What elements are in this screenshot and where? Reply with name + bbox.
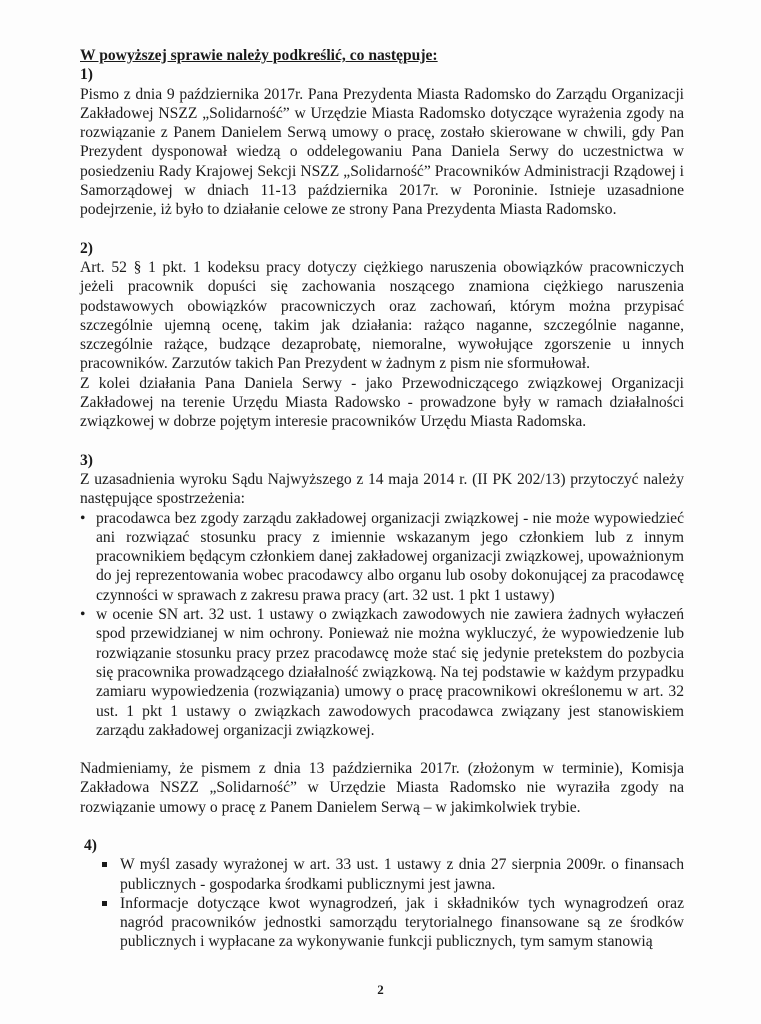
section-4 [80, 836, 684, 952]
page-number: 2 [377, 982, 384, 997]
list-item: W myśl zasady wyrażonej w art. 33 ust. 1 ustawy z dnia 27 sierpnia 2009r. o finansach publicznych - gospodarka środkami publicznymi jest jawna. [100, 855, 684, 894]
section-3 [80, 451, 684, 817]
paragraph: Z kolei działania Pana Daniela Serwy - jako Przewodniczącego związkowej Organizacji Zakładowej na terenie Urzędu Miasta Radowsko - prowadzone były w ramach działalności związkowej w dobrze pojętym interesie pracowników Urzędu Miasta Radomska. [80, 374, 684, 431]
section-number: 3) [80, 451, 93, 469]
bullet-list [80, 855, 684, 951]
section-number: 1) [80, 66, 93, 84]
list-item: • w ocenie SN art. 32 ust. 1 ustawy o związkach zawodowych nie zawiera żadnych wyłaczeń spod przewidzianej w nim ochrony. Ponieważ nie można wykluczyć, że wypowiedzenie lub rozwiązanie stosunku pracy przez pracodawcę może stać się jedynie pretekstem do pozbycia się pracownika prowadzącego działalność związkową. Na tej podstawie w każdym przypadku zamiaru wypowiedzenia (rozwiązania) umowy o pracę pracownikowi określonemu w art. 32 ust. 1 pkt 1 ustawy o związkach zawodowych pracodawca związany jest stanowiskiem zarządu zakładowej organizacji związkowej. [80, 605, 684, 740]
paragraph: Z uzasadnienia wyroku Sądu Najwyższego z 14 maja 2014 r. (II PK 202/13) przytoczyć należy następujące spostrzeżenia: [80, 470, 684, 508]
section-number: 4) [84, 836, 97, 854]
section-2 [80, 239, 684, 432]
list-item: • pracodawca bez zgody zarządu zakładowej organizacji związkowej - nie może wypowiedzieć ani rozwiązać stosunku pracy z imiennie wskazanym jego członkiem lub z innym pracownikiem będącym członkiem danej zakładowej organizacji związkowej, upoważnionym do jej reprezentowania wobec pracodawcy albo organu lub osoby dokonującej za pracodawcę czynności w sprawach z zakresu prawa pracy (art. 32 ust. 1 pkt 1 ustawy) [80, 509, 684, 605]
bullet-list [80, 509, 684, 741]
paragraph: Nadmieniamy, że pismem z dnia 13 października 2017r. (złożonym w terminie), Komisja Zakładowa NSZZ „Solidarność” w Urzędzie Miasta Radomsko nie wyraziła zgody na rozwiązanie umowy o pracę z Panem Danielem Serwą – w jakimkolwiek trybie. [80, 760, 684, 816]
list-item: Informacje dotyczące kwot wynagrodzeń, jak i składników tych wynagrodzeń oraz nagród pracowników jednostki samorządu terytorialnego finansowane są ze środków publicznych i wypłacane za wykonywanie funkcji publicznych, tym samym stanowią [100, 894, 684, 952]
document-body [80, 46, 684, 952]
section-heading: W powyższej sprawie należy podkreślić, co następuje: [80, 47, 438, 64]
paragraph: Art. 52 § 1 pkt. 1 kodeksu pracy dotyczy ciężkiego naruszenia obowiązków pracowniczych jeżeli pracownik dopuści się zachowania noszącego znamiona ciężkiego naruszenia podstawowych obowiązków pracowniczych oraz zachowań, którym można przypisać szczególnie ujemną ocenę, takim jak działania: rażąco naganne, szczególnie naganne, szczególnie rażące, budzące dezaprobatę, niemoralne, wywołujące zgorszenie u innych pracowników. Zarzutów takich Pan Prezydent w żadnym z pism nie sformułował. [80, 258, 684, 373]
section-number: 2) [80, 239, 93, 257]
section-1 [80, 65, 684, 219]
paragraph: Pismo z dnia 9 października 2017r. Pana Prezydenta Miasta Radomsko do Zarządu Organizacji Zakładowej NSZZ „Solidarność” w Urzędzie Miasta Radomsko dotyczące wyrażenia zgody na rozwiązanie z Panem Danielem Serwą umowy o pracę, zostało skierowane w chwili, gdy Pan Prezydent dysponował wiedzą o oddelegowaniu Pana Daniela Serwy do uczestnictwa w posiedzeniu Rady Krajowej Sekcji NSZZ „Solidarność” Pracowników Administracji Rządowej i Samorządowej w dniach 11-13 października 2017r. w Poroninie. Istnieje uzasadnione podejrzenie, iż było to działanie celowe ze strony Pana Prezydenta Miasta Radomsko. [80, 85, 684, 219]
